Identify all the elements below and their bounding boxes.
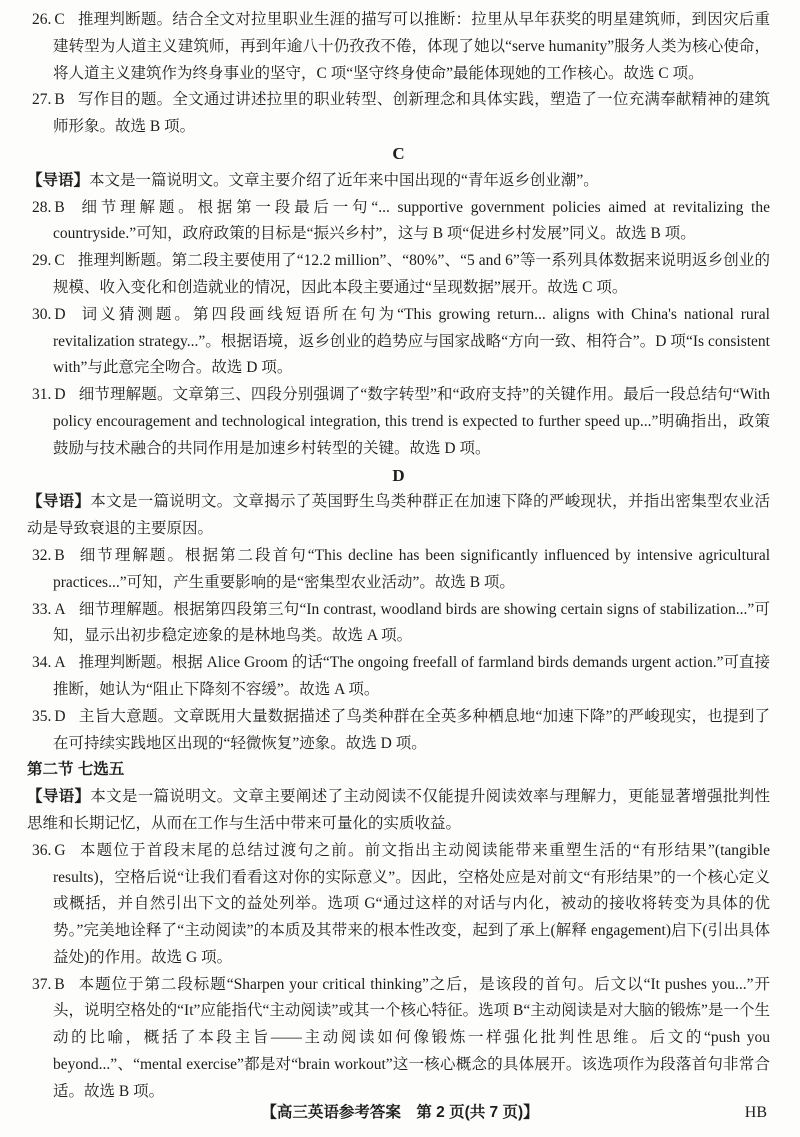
question-number: 37. [32, 975, 52, 993]
question-number: 34. [32, 654, 52, 672]
question-number: 33. [32, 600, 52, 618]
question-number: 30. [32, 305, 52, 323]
explanation-text: 细节理解题。文章第三、四段分别强调了“数字转型”和“政府支持”的关键作用。最后一段总结句“With policy encouragement and technological integration, this trend is expected to further speed up...”明确指出，政策鼓励与技术融合的共同作用是加速乡村转型的关键。故选 D 项。 [53, 386, 770, 457]
explanation-text: 词义猜测题。第四段画线短语所在句为“This growing return... aligns with China's national rural revitalization strategy...”。根据语境，返乡创业的趋势应与国家战略“方向一致、相符合”。D 项“Is consistent with”与此意完全吻合。故选 D 项。 [53, 305, 770, 377]
answer-item-35 [27, 704, 770, 758]
answer-letter: D [54, 305, 66, 323]
answer-item-30 [27, 302, 770, 382]
answer-letter: A [54, 600, 66, 618]
explanation-text: 细节理解题。根据第二段首句“This decline has been significantly influenced by intensive agricultural practices...”可知，产生重要影响的是“密集型农业活动”。故选 B 项。 [53, 546, 770, 591]
answer-letter: D [54, 386, 66, 404]
answer-letter: C [54, 252, 65, 270]
explanation-text: 本题位于第二段标题“Sharpen your critical thinking”之后，是该段的首句。后文以“It pushes you...”开头，说明空格处的“It”应能指代“主动阅读”或其一个核心特征。选项 B“主动阅读是对大脑的锻炼”是一个生动的比喻，概括了本段主旨——主动阅读如何像锻炼一样强化批判性思维。后文的“push you beyond...”、“mental exercise”都是对“brain workout”这一核心概念的具体展开。该选项作为段落首句非常合适。故选 B 项。 [53, 975, 770, 1100]
answer-letter: B [54, 975, 65, 993]
passage-header-d [27, 463, 770, 490]
explanation-text: 本题位于首段末尾的总结过渡句之前。前文指出主动阅读能带来重塑生活的“有形结果”(tangible results)，空格后说“让我们看看这对你的实际意义”。因此，空格处应是对前文“有形结果”的一个核心定义或概括，并自然引出下文的益处列举。选项 G“通过这样的对话与内化，被动的接收将转变为具体的优势。”完美地诠释了“主动阅读”的本质及其带来的根本性改变，起到了承上(解释 engagement)启下(引出具体益处)的作用。故选 G 项。 [53, 841, 770, 966]
answer-letter: C [54, 11, 65, 28]
intro-text: 本文是一篇说明文。文章揭示了英国野生鸟类种群正在加速下降的严峻现状，并指出密集型农业活动是导致衰退的主要原因。 [27, 493, 770, 538]
explanation-text: 主旨大意题。文章既用大量数据描述了鸟类种群在全英多种栖息地“加速下降”的严峻现实，也提到了在可持续实践地区出现的“轻微恢复”迹象。故选 D 项。 [53, 707, 770, 752]
answer-item-29 [27, 248, 770, 302]
question-number: 32. [32, 546, 52, 564]
passage-intro-seven-choose-five [27, 784, 770, 838]
page-footer [0, 1099, 800, 1127]
intro-label: 【导语】 [27, 788, 91, 806]
question-number: 31. [32, 386, 52, 404]
section-heading [27, 757, 770, 784]
question-number: 35. [32, 707, 52, 725]
section-heading-text: 第二节 七选五 [27, 761, 125, 779]
question-number: 28. [32, 198, 52, 216]
answer-letter: G [54, 841, 66, 859]
answer-letter: B [54, 546, 65, 564]
explanation-text: 推理判断题。结合全文对拉里职业生涯的描写可以推断：拉里从早年获奖的明星建筑师，到因灾后重建转型为人道主义建筑师，再到年逾八十仍孜孜不倦，体现了她以“serve humanity”服务人类为核心使命，将人道主义建筑作为终身事业的坚守，C 项“坚守终身使命”最能体现她的工作核心。故选 C 项。 [53, 11, 770, 82]
answer-item-27 [27, 87, 770, 141]
answer-item-31 [27, 382, 770, 462]
explanation-text: 推理判断题。第二段主要使用了“12.2 million”、“80%”、“5 and 6”等一系列具体数据来说明返乡创业的规模、收入变化和创造就业的情况，因此本段主要通过“呈现数据”展开。故选 C 项。 [53, 252, 770, 296]
passage-intro-d [27, 489, 770, 543]
intro-label: 【导语】 [27, 493, 91, 511]
answer-item-34 [27, 650, 770, 704]
answer-item-32 [27, 543, 770, 597]
footer-edition-code: HB [744, 1104, 767, 1121]
footer-title: 【高三英语参考答案 第 2 页(共 7 页)】 [261, 1104, 539, 1121]
answer-letter: D [54, 707, 66, 725]
explanation-text: 推理判断题。根据 Alice Groom 的话“The ongoing freefall of farmland birds demands urgent action.”可直接推断，她认为“阻止下降刻不容缓”。故选 A 项。 [53, 654, 770, 698]
answer-item-33 [27, 597, 770, 651]
passage-header-c [27, 141, 770, 168]
question-number: 27. [32, 91, 52, 109]
answer-letter: A [54, 654, 66, 672]
answer-item-37 [27, 972, 770, 1106]
answer-item-28 [27, 195, 770, 249]
passage-letter: D [392, 465, 405, 485]
explanation-text: 写作目的题。全文通过讲述拉里的职业转型、创新理念和具体实践，塑造了一位充满奉献精神的建筑师形象。故选 B 项。 [53, 91, 770, 136]
intro-text: 本文是一篇说明文。文章主要阐述了主动阅读不仅能提升阅读效率与理解力，更能显著增强批判性思维和长期记忆，从而在工作与生活中带来可量化的实质收益。 [27, 788, 770, 832]
answer-letter: B [54, 91, 65, 109]
passage-intro-c [27, 168, 770, 195]
intro-text: 本文是一篇说明文。文章主要介绍了近年来中国出现的“青年返乡创业潮”。 [89, 171, 599, 189]
answer-letter: B [54, 198, 65, 216]
question-number: 26. [32, 11, 52, 28]
answer-item-36 [27, 838, 770, 972]
explanation-text: 细节理解题。根据第一段最后一句“... supportive government policies aimed at revitalizing the countryside.”可知，政府政策的目标是“振兴乡村”，这与 B 项“促进乡村发展”同义。故选 B 项。 [53, 198, 770, 243]
answer-item-26 [27, 7, 770, 87]
passage-letter: C [392, 143, 405, 163]
question-number: 36. [32, 841, 52, 859]
question-number: 29. [32, 252, 52, 270]
intro-label: 【导语】 [27, 171, 90, 189]
explanation-text: 细节理解题。根据第四段第三句“In contrast, woodland birds are showing certain signs of stabilization...”可知，显示出初步稳定迹象的是林地鸟类。故选 A 项。 [53, 600, 770, 645]
